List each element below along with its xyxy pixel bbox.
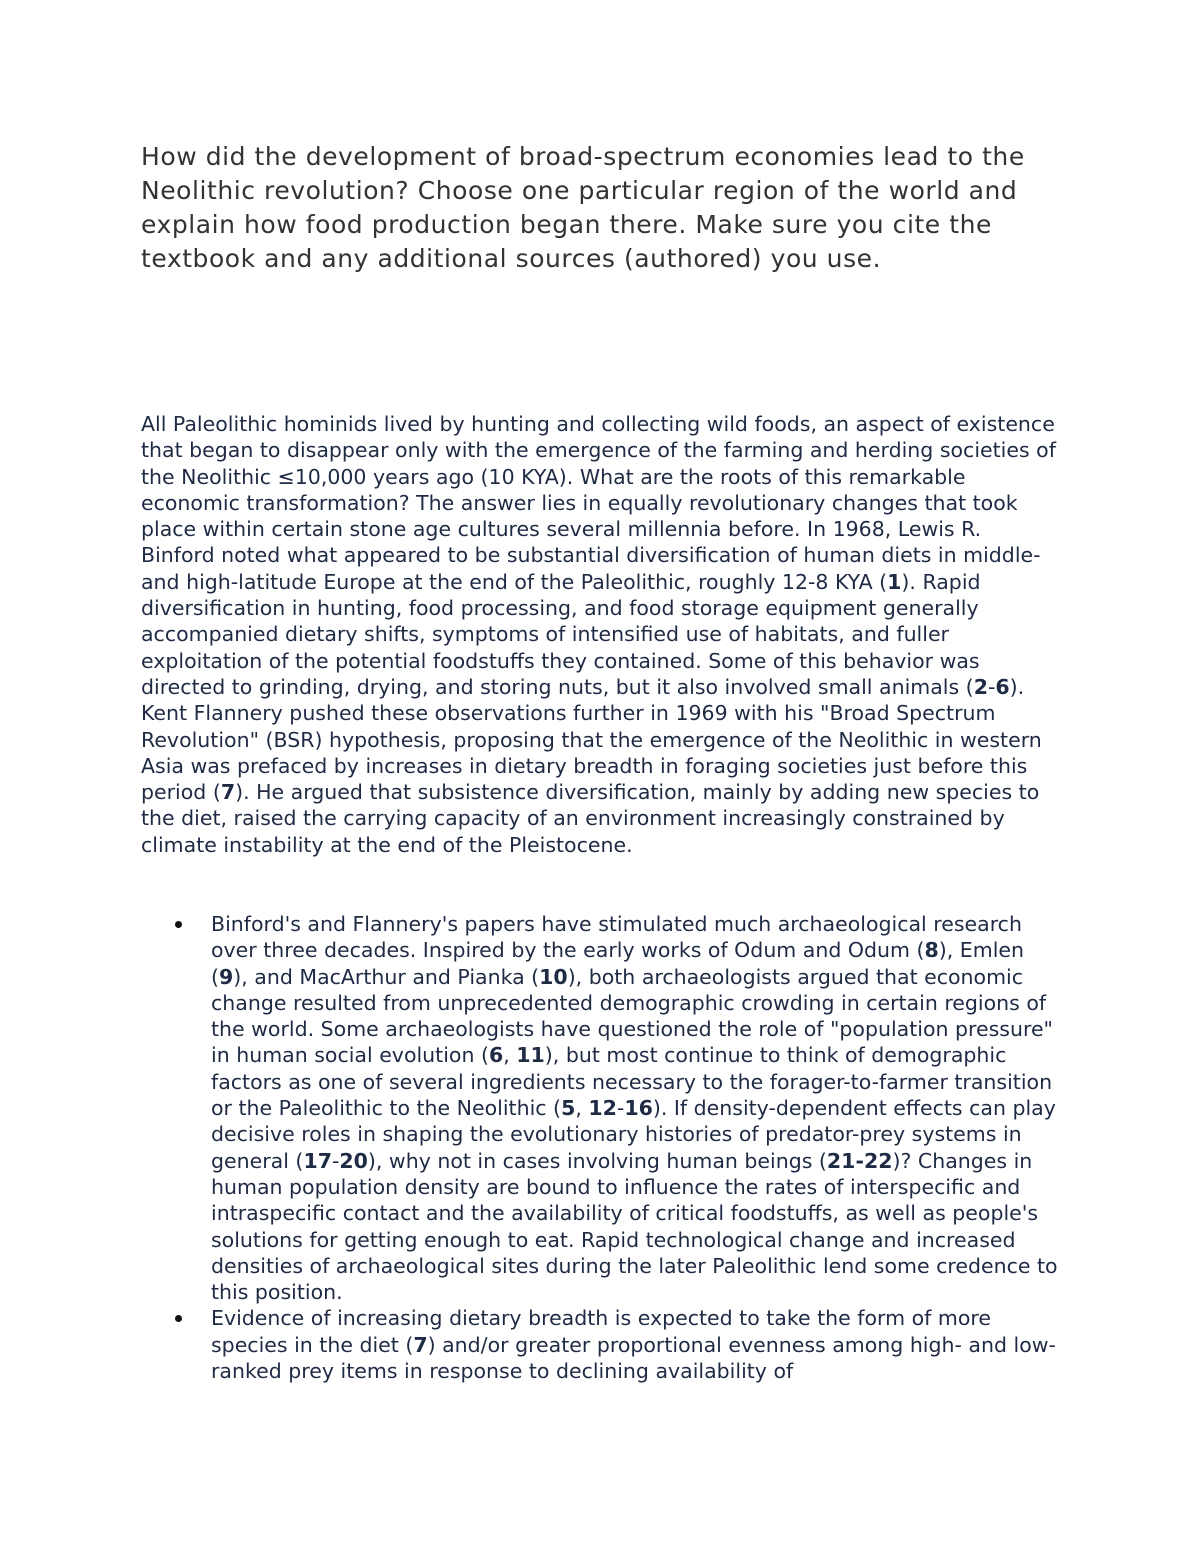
text-run: , <box>503 1043 517 1068</box>
bullet-icon <box>175 1315 182 1322</box>
citation-ref: 5 <box>561 1096 576 1121</box>
text-run: ). Kent Flannery pushed these observations further in 1969 with his "Broad Spectrum Revolution" (BSR) hypothesis, proposing that the emergence of the Neolithic in western Asia was prefaced by increases in dietary breadth in foraging societies just before this period ( <box>141 674 1042 805</box>
text-run: ). He argued that subsistence diversification, mainly by adding new species to the diet, raised the carrying capacity of an environment increasingly constrained by climate instability at the end of the Pleistocene. <box>141 780 1040 857</box>
text-run: ). Rapid diversification in hunting, food processing, and food storage equipment generally accompanied dietary shifts, symptoms of intensified use of habitats, and fuller exploitation of the potential foodstuffs they contained. Some of this behavior was directed to grinding, drying, and storing nuts, but it also involved small animals ( <box>141 569 981 699</box>
text-run: ), and MacArthur and Pianka ( <box>233 964 540 989</box>
text-run: ), why not in cases involving human beings ( <box>367 1148 827 1173</box>
citation-ref: 16 <box>624 1096 653 1121</box>
citation-ref: 17 <box>303 1148 332 1173</box>
intro-paragraph <box>141 411 1056 858</box>
list-item <box>141 911 1066 1305</box>
text-run: , <box>575 1096 589 1121</box>
text-run: - <box>331 1148 340 1173</box>
bullet-list <box>141 911 1066 1384</box>
list-item <box>141 1305 1066 1384</box>
text-run: ). If density-dependent effects can play decisive roles in shaping the evolutionary histories of predator-prey systems in general ( <box>211 1096 1056 1173</box>
text-run: Evidence of increasing dietary breadth is expected to take the form of more species in the diet ( <box>211 1306 991 1357</box>
document-page <box>141 0 1066 1553</box>
citation-ref: 12 <box>588 1096 617 1121</box>
citation-ref: 21-22 <box>826 1148 893 1173</box>
citation-ref: 8 <box>924 938 939 963</box>
text-run: ), but most continue to think of demographic factors as one of several ingredients necessary to the forager-to-farmer transition or the Paleolithic to the Neolithic ( <box>211 1043 1053 1121</box>
question-heading: How did the development of broad-spectrum economies lead to the Neolithic revolution? Choose one particular region of the world and explain how food production began there. Make sure you cite the textbook and any additional sources (authored) you use. <box>141 142 1025 273</box>
text-run: )? Changes in human population density are bound to influence the rates of interspecific and intraspecific contact and the availability of critical foodstuffs, as well as people's solutions for getting enough to eat. Rapid technological change and increased densities of archaeological sites during the later Paleolithic lend some credence to this position. <box>211 1148 1058 1305</box>
text-run: - <box>616 1096 625 1121</box>
citation-ref: 10 <box>539 964 568 989</box>
text-run: ) and/or greater proportional evenness among high- and low-ranked prey items in response to declining availability of <box>211 1332 1056 1384</box>
text-run: ), both archaeologists argued that economic change resulted from unprecedented demographic crowding in certain regions of the world. Some archaeologists have questioned the role of "population pressure" in human social evolution ( <box>211 964 1053 1068</box>
text-run: All Paleolithic hominids lived by hunting and collecting wild foods, an aspect of existence that began to disappear only with the emergence of the farming and herding societies of the Neolithic ≤10,000 years ago (10 KYA). What are the roots of this remarkable economic transformation? The answer lies in equally revolutionary changes that took place within certain stone age cultures several millennia before. In 1968, Lewis R. Binford noted what appeared to be substantial diversification of human diets in middle- and high-latitude Europe at the end of the Paleolithic, roughly 12-8 KYA ( <box>141 412 1056 594</box>
citation-ref: 2 <box>973 674 988 699</box>
citation-ref: 11 <box>516 1043 545 1068</box>
text-run: - <box>987 674 996 699</box>
text-run: ), Emlen ( <box>211 938 1025 989</box>
citation-ref: 7 <box>413 1332 428 1357</box>
citation-ref: 7 <box>220 780 236 805</box>
citation-ref: 6 <box>995 674 1010 699</box>
bullet-icon <box>175 921 182 928</box>
citation-ref: 1 <box>887 569 902 594</box>
citation-ref: 9 <box>219 964 234 989</box>
citation-ref: 6 <box>488 1043 504 1068</box>
text-run: Binford's and Flannery's papers have stimulated much archaeological research over three decades. Inspired by the early works of Odum and Odum ( <box>211 912 1022 963</box>
citation-ref: 20 <box>339 1148 368 1173</box>
